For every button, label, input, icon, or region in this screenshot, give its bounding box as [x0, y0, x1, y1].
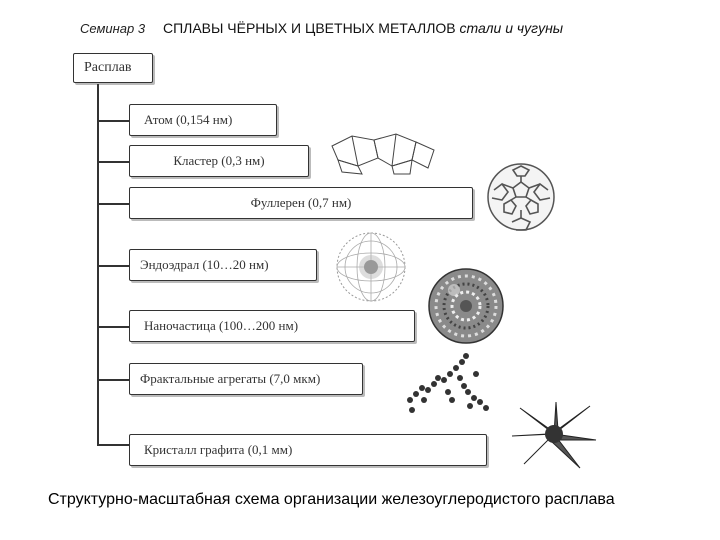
- root-label: Расплав: [84, 60, 132, 75]
- connector-graphite: [97, 444, 129, 446]
- level-node-graphite: [129, 434, 487, 466]
- graphite-crystal-illustration: [510, 400, 598, 470]
- slide-header: [80, 20, 700, 36]
- cluster-illustration: [322, 128, 442, 178]
- slide-subtitle: стали и чугуны: [459, 20, 564, 36]
- connector-nanoparticle: [97, 326, 129, 328]
- connector-fractal: [97, 379, 129, 381]
- tree-trunk-line: [97, 84, 99, 444]
- endohedral-illustration: [332, 228, 410, 306]
- level-node-cluster: [129, 145, 309, 177]
- connector-endohedral: [97, 265, 129, 267]
- level-label-fullerene: Фуллерен (0,7 нм): [250, 195, 352, 210]
- level-node-nanoparticle: [129, 310, 415, 342]
- connector-cluster: [97, 161, 129, 163]
- figure-caption: Структурно-масштабная схема организации железоуглеродистого расплава: [48, 491, 615, 508]
- level-label-nanoparticle: Наночастица (100…200 нм): [144, 318, 299, 333]
- connector-fullerene: [97, 203, 129, 205]
- fractal-aggregate-illustration: [404, 352, 492, 416]
- root-node: [73, 53, 153, 83]
- level-node-fractal: [129, 363, 363, 395]
- nanoparticle-illustration: [426, 266, 506, 346]
- level-label-atom: Атом (0,154 нм): [144, 112, 233, 127]
- level-node-atom: [129, 104, 277, 136]
- fullerene-illustration: [484, 160, 558, 234]
- seminar-label: Семинар 3: [80, 21, 146, 36]
- level-label-cluster: Кластер (0,3 нм): [173, 153, 265, 168]
- level-label-graphite: Кристалл графита (0,1 мм): [144, 442, 293, 457]
- level-node-fullerene: [129, 187, 473, 219]
- level-node-endohedral: [129, 249, 317, 281]
- level-label-fractal: Фрактальные агрегаты (7,0 мкм): [140, 371, 321, 386]
- level-label-endohedral: Эндоэдрал (10…20 нм): [140, 257, 269, 272]
- connector-atom: [97, 120, 129, 122]
- slide-title: СПЛАВЫ ЧЁРНЫХ И ЦВЕТНЫХ МЕТАЛЛОВ: [162, 20, 456, 36]
